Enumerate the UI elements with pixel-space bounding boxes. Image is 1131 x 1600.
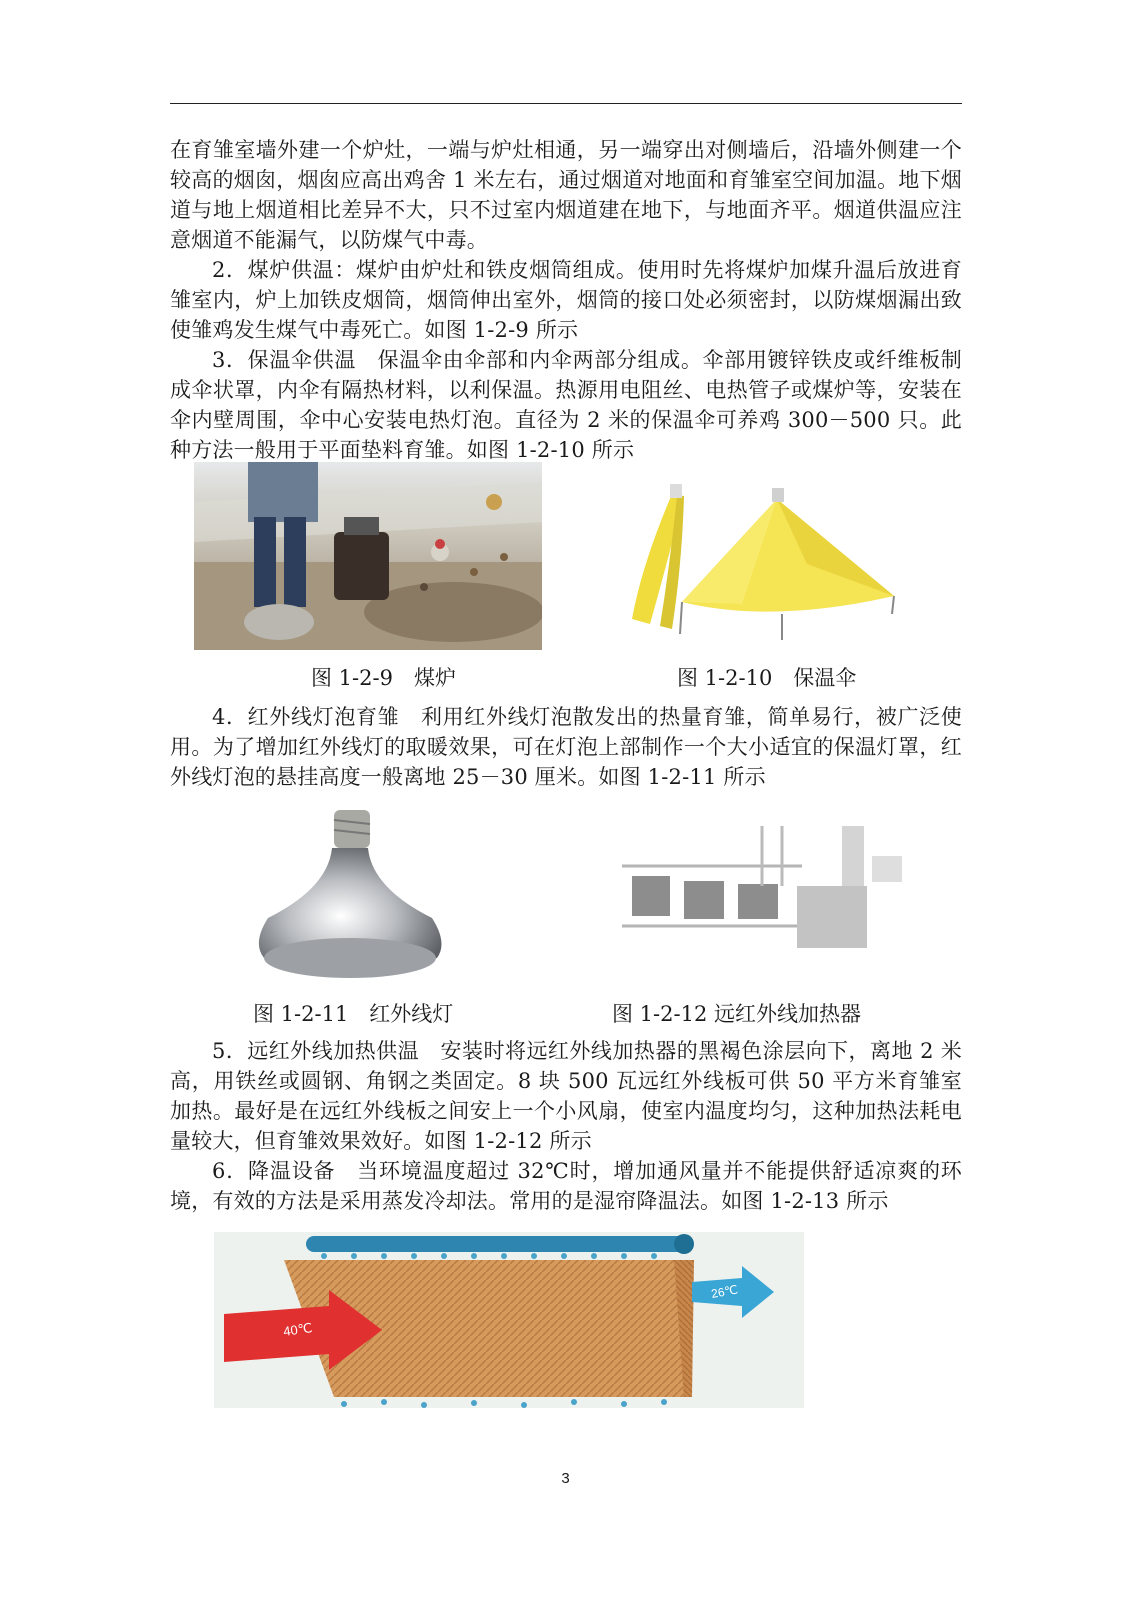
infrared-bulb-photo bbox=[252, 808, 448, 986]
hot-air-temp-label: 40℃ bbox=[282, 1320, 314, 1339]
far-infrared-heater-photo bbox=[612, 826, 910, 956]
wet-curtain-cooling-diagram bbox=[214, 1232, 804, 1408]
page-number: 3 bbox=[561, 1470, 570, 1487]
paragraph-cooling-equipment: 6．降温设备 当环境温度超过 32℃时，增加通风量并不能提供舒适凉爽的环境，有效的方法是采用蒸发冷却法。常用的是湿帘降温法。如图 1-2-13 所示 bbox=[170, 1159, 962, 1213]
paragraph-brooder-umbrella: 3．保温伞供温 保温伞由伞部和内伞两部分组成。伞部用镀锌铁皮或纤维板制成伞状罩，内伞有隔热材料，以利保温。热源用电阻丝、电热管子或煤炉等，安装在伞内壁周围，伞中心安装电热灯泡。直径为 2 米的保温伞可养鸡 300－500 只。此种方法一般用于平面垫料育雏。如图 1-2-10 所示 bbox=[170, 348, 962, 462]
paragraph-flue-heating: 在育雏室墙外建一个炉灶，一端与炉灶相通，另一端穿出对侧墙后，沿墙外侧建一个较高的烟囱，烟囱应高出鸡舍 1 米左右，通过烟道对地面和育雏室空间加温。地下烟道与地上烟道相比差异不大，只不过室内烟道建在地下，与地面齐平。烟道供温应注意烟道不能漏气，以防煤气中毒。 bbox=[170, 138, 962, 252]
paragraph-coal-stove: 2．煤炉供温：煤炉由炉灶和铁皮烟筒组成。使用时先将煤炉加煤升温后放进育雏室内，炉上加铁皮烟筒，烟筒伸出室外，烟筒的接口处必须密封，以防煤烟漏出致使雏鸡发生煤气中毒死亡。如图 1-2-9 所示 bbox=[170, 258, 962, 342]
caption-fig-1-2-9: 图 1-2-9 煤炉 bbox=[311, 666, 456, 690]
paragraph-infrared-lamp: 4．红外线灯泡育雏 利用红外线灯泡散发出的热量育雏，简单易行，被广泛使用。为了增加红外线灯的取暖效果，可在灯泡上部制作一个大小适宜的保温灯罩，红外线灯泡的悬挂高度一般离地 25－30 厘米。如图 1-2-11 所示 bbox=[170, 705, 962, 789]
coal-stove-photo bbox=[194, 462, 542, 650]
paragraph-far-infrared: 5．远红外线加热供温 安装时将远红外线加热器的黑褐色涂层向下，离地 2 米高，用铁丝或圆钢、角钢之类固定。8 块 500 瓦远红外线板可供 50 平方米育雏室加热。最好是在远红外线板之间安上一个小风扇，使室内温度均匀，这种加热法耗电量较大，但育雏效果效好。如图 1-2-12 所示 bbox=[170, 1039, 962, 1153]
brooder-umbrella-photo bbox=[622, 484, 898, 646]
header-rule bbox=[170, 103, 962, 104]
caption-fig-1-2-12: 图 1-2-12 远红外线加热器 bbox=[612, 1002, 861, 1026]
caption-fig-1-2-10: 图 1-2-10 保温伞 bbox=[677, 666, 857, 690]
cool-air-temp-label: 26℃ bbox=[710, 1282, 739, 1301]
caption-fig-1-2-11: 图 1-2-11 红外线灯 bbox=[253, 1002, 454, 1026]
